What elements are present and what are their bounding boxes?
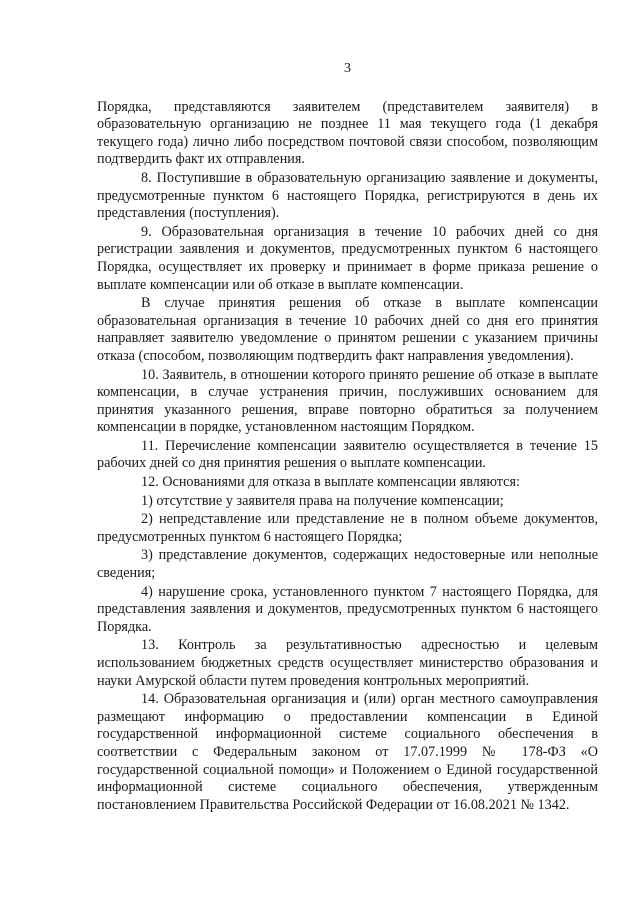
paragraph-12-item-2: 2) непредставление или представление не в полном объеме документов, предусмотренных пунктом 6 настоящего Порядка; bbox=[97, 511, 598, 545]
paragraph-12-item-3: 3) представление документов, содержащих недостоверные или неполные сведения; bbox=[97, 547, 598, 582]
paragraph-9-refusal: В случае принятия решения об отказе в выплате компенсации образовательная организация в течение 10 рабочих дней со дня его принятия направляет заявителю уведомление о принятом решении с указанием причины отказа (способом, позволяющим подтвердить факт направления уведомления). bbox=[97, 295, 598, 364]
paragraph-12-item-1: 1) отсутствие у заявителя права на получение компенсации; bbox=[141, 492, 504, 509]
paragraph-10: 10. Заявитель, в отношении которого принято решение об отказе в выплате компенсации, в случае устранения причин, послуживших основанием для принятия указанного решения, вправе повторно обратиться за получением компенсации в порядке, установленном настоящим Порядком. bbox=[97, 366, 598, 436]
paragraph-12: 12. Основаниями для отказа в выплате компенсации являются: bbox=[141, 474, 520, 491]
page-number: 3 bbox=[344, 61, 351, 76]
paragraph-9: 9. Образовательная организация в течение 10 рабочих дней со дня регистрации заявления и документов, предусмотренных пунктом 6 настоящего Порядка, осуществляет их проверку и принимает в форме приказа решение о выплате компенсации или об отказе в выплате компенсации. bbox=[97, 223, 598, 293]
paragraph-8: 8. Поступившие в образовательную организацию заявление и документы, предусмотренные пунктом 6 настоящего Порядка, регистрируются в день их представления (поступления). bbox=[97, 169, 598, 222]
paragraph-13: 13. Контроль за результативностью адресностью и целевым использованием бюджетных средств осуществляет министерство образования и науки Амурской области путем проведения контрольных мероприятий. bbox=[97, 637, 598, 689]
paragraph-14: 14. Образовательная организация и (или) орган местного самоуправления размещают информацию о предоставлении компенсации в Единой государственной информационной системе социального обеспечения в соответствии с Федеральным законом от 17.07.1999 № 178-ФЗ «О государственной социальной помощи» и Положением о Единой государственной информационной системе социального обеспечения, утвержденным постановлением Правительства Российской Федерации от 16.08.2021 № 1342. bbox=[97, 691, 598, 813]
paragraph-12-item-4: 4) нарушение срока, установленного пунктом 7 настоящего Порядка, для представления заявления и документов, предусмотренных пунктом 6 настоящего Порядка. bbox=[97, 583, 598, 635]
paragraph-11: 11. Перечисление компенсации заявителю осуществляется в течение 15 рабочих дней со дня принятия решения о выплате компенсации. bbox=[97, 437, 598, 472]
paragraph-continuation: Порядка, представляются заявителем (представителем заявителя) в образовательную организацию не позднее 11 мая текущего года (1 декабря текущего года) лично либо посредством почтовой связи способом, позволяющим подтвердить факт их отправления. bbox=[97, 98, 598, 168]
